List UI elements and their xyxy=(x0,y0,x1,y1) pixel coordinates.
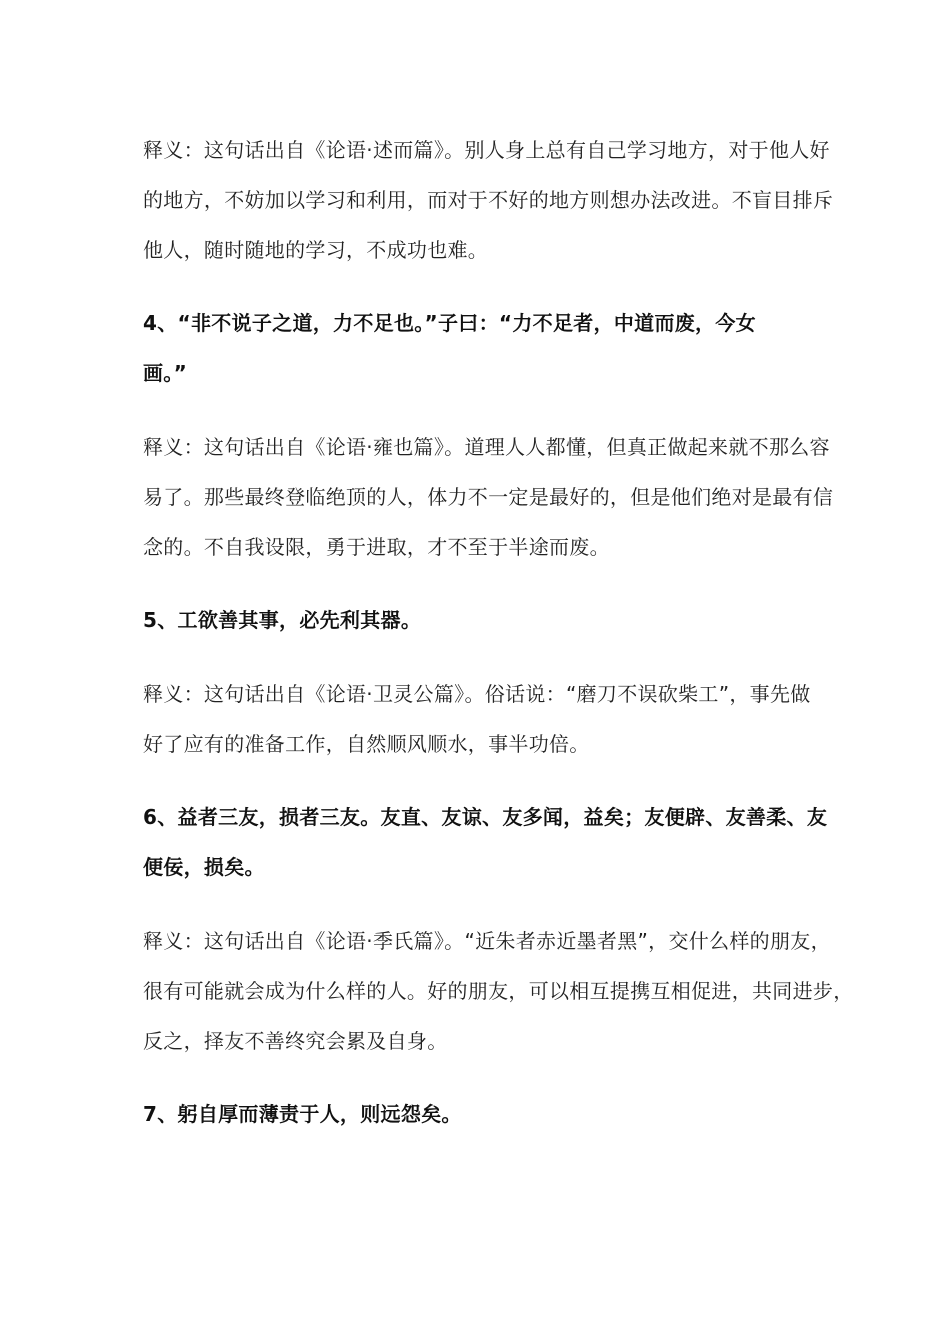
text-line: 他人，随时随地的学习，不成功也难。 xyxy=(143,238,489,262)
heading-item-7 xyxy=(143,1089,823,1139)
text-line: 4、“非不说子之道，力不足也。”子曰：“力不足者，中道而废，今女 xyxy=(143,311,756,335)
text-line: 很有可能就会成为什么样的人。好的朋友，可以相互提携互相促进，共同进步， xyxy=(143,979,854,1003)
text-line: 释义：这句话出自《论语·季氏篇》。“近朱者赤近墨者黑”，交什么样的朋友， xyxy=(143,929,831,953)
text-line: 5、工欲善其事，必先利其器。 xyxy=(143,608,422,632)
heading-item-5 xyxy=(143,595,823,645)
text-line: 易了。那些最终登临绝顶的人，体力不一定是最好的，但是他们绝对是最有信 xyxy=(143,485,834,509)
text-line: 释义：这句话出自《论语·卫灵公篇》。俗话说：“磨刀不误砍柴工”，事先做 xyxy=(143,682,811,706)
paragraph-weilinggong-explanation xyxy=(143,669,823,769)
text-line: 的地方，不妨加以学习和利用，而对于不好的地方则想办法改进。不盲目排斥 xyxy=(143,188,834,212)
text-line: 6、益者三友，损者三友。友直、友谅、友多闻，益矣；友便辟、友善柔、友 xyxy=(143,805,828,829)
paragraph-shuer-explanation xyxy=(143,125,834,275)
text-line: 好了应有的准备工作，自然顺风顺水，事半功倍。 xyxy=(143,732,590,756)
text-line: 释义：这句话出自《论语·雍也篇》。道理人人都懂，但真正做起来就不那么容 xyxy=(143,435,830,459)
text-line: 释义：这句话出自《论语·述而篇》。别人身上总有自己学习地方，对于他人好 xyxy=(143,138,830,162)
paragraph-jishi-explanation xyxy=(143,916,854,1066)
text-line: 便佞，损矣。 xyxy=(143,855,265,879)
heading-item-6 xyxy=(143,792,828,892)
text-line: 反之，择友不善终究会累及自身。 xyxy=(143,1029,448,1053)
text-line: 7、躬自厚而薄责于人，则远怨矣。 xyxy=(143,1102,462,1126)
text-line: 画。” xyxy=(143,361,188,385)
heading-item-4 xyxy=(143,298,823,398)
paragraph-yongye-explanation xyxy=(143,422,834,572)
text-line: 念的。不自我设限，勇于进取，才不至于半途而废。 xyxy=(143,535,610,559)
